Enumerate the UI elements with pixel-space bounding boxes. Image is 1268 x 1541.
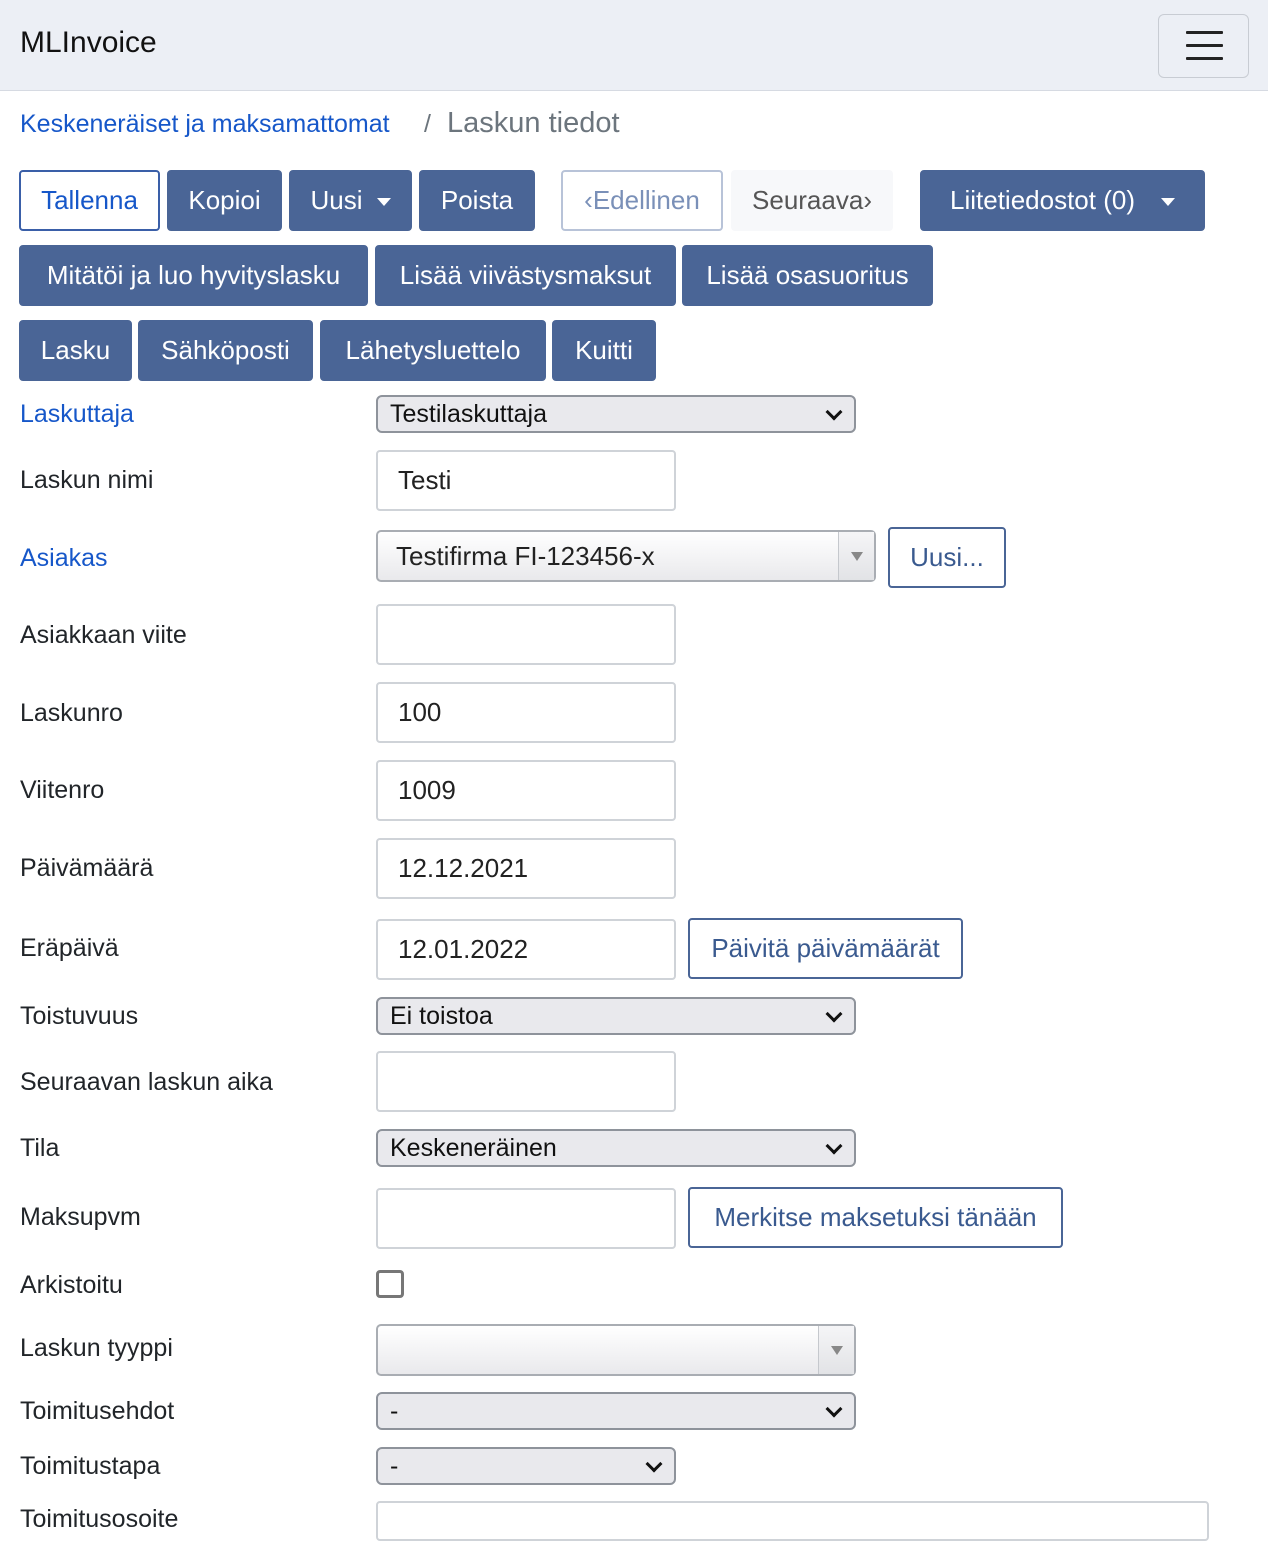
biller-label[interactable]: Laskuttaja <box>20 400 134 428</box>
customer-label[interactable]: Asiakas <box>20 544 108 572</box>
copy-button[interactable]: Kopioi <box>167 170 282 231</box>
reference-number-label: Viitenro <box>20 776 105 804</box>
caret-down-icon <box>1161 198 1175 206</box>
attachments-dropdown-button[interactable] <box>920 170 1205 231</box>
payment-date-input[interactable] <box>376 1188 676 1249</box>
biller-value: Testilaskuttaja <box>390 399 548 428</box>
recurrence-value: Ei toistoa <box>390 1001 493 1030</box>
breadcrumb-link[interactable]: Keskeneräiset ja maksamattomat <box>20 110 390 138</box>
invoice-number-label: Laskunro <box>20 699 123 727</box>
page-title: Laskun tiedot <box>447 107 620 139</box>
new-label: Uusi <box>310 185 363 215</box>
email-button[interactable]: Sähköposti <box>138 320 313 381</box>
dispatch-list-button[interactable]: Lähetysluettelo <box>320 320 546 381</box>
archived-label: Arkistoitu <box>20 1271 123 1299</box>
invoice-name-input[interactable]: Testi <box>376 450 676 511</box>
dropdown-arrow-icon[interactable] <box>838 532 874 580</box>
reference-number-input[interactable]: 1009 <box>376 760 676 821</box>
customer-reference-label: Asiakkaan viite <box>20 621 187 649</box>
delivery-terms-select[interactable] <box>376 1392 856 1430</box>
delivery-method-value: - <box>390 1451 399 1480</box>
attachments-label: Liitetiedostot (0) <box>950 185 1135 215</box>
void-and-credit-button[interactable]: Mitätöi ja luo hyvityslasku <box>19 245 368 306</box>
chevron-down-icon <box>826 404 843 421</box>
delivery-method-select[interactable] <box>376 1447 676 1485</box>
new-dropdown-button[interactable] <box>289 170 412 231</box>
state-label: Tila <box>20 1134 60 1162</box>
invoice-type-combobox[interactable] <box>376 1324 856 1376</box>
next-invoice-date-label: Seuraavan laskun aika <box>20 1068 273 1096</box>
invoice-type-label: Laskun tyyppi <box>20 1334 173 1362</box>
invoice-print-button[interactable]: Lasku <box>19 320 132 381</box>
mark-paid-today-button[interactable]: Merkitse maksetuksi tänään <box>688 1187 1063 1248</box>
chevron-down-icon <box>826 1401 843 1418</box>
caret-down-icon <box>377 198 391 206</box>
chevron-down-icon <box>646 1456 663 1473</box>
due-date-label: Eräpäivä <box>20 934 119 962</box>
chevron-down-icon <box>826 1138 843 1155</box>
delivery-terms-value: - <box>390 1396 399 1425</box>
delete-button[interactable]: Poista <box>419 170 535 231</box>
previous-button[interactable]: ‹Edellinen <box>561 170 723 231</box>
menu-toggle-button[interactable] <box>1158 14 1249 78</box>
save-button[interactable]: Tallenna <box>19 170 160 231</box>
payment-date-label: Maksupvm <box>20 1203 141 1231</box>
invoice-name-label: Laskun nimi <box>20 466 154 494</box>
new-customer-button[interactable]: Uusi... <box>888 527 1006 588</box>
invoice-number-input[interactable]: 100 <box>376 682 676 743</box>
state-select[interactable] <box>376 1129 856 1167</box>
delivery-terms-label: Toimitusehdot <box>20 1397 175 1425</box>
date-label: Päivämäärä <box>20 854 154 882</box>
recurrence-label: Toistuvuus <box>20 1002 139 1030</box>
due-date-input[interactable]: 12.01.2022 <box>376 919 676 980</box>
add-partial-payment-button[interactable]: Lisää osasuoritus <box>682 245 933 306</box>
update-dates-button[interactable]: Päivitä päivämäärät <box>688 918 963 979</box>
add-late-fees-button[interactable]: Lisää viivästysmaksut <box>375 245 676 306</box>
receipt-button[interactable]: Kuitti <box>552 320 656 381</box>
delivery-address-textarea[interactable] <box>376 1501 1209 1541</box>
breadcrumb-separator: / <box>424 110 431 138</box>
customer-reference-input[interactable] <box>376 604 676 665</box>
biller-select[interactable] <box>376 395 856 433</box>
archived-checkbox[interactable] <box>376 1270 404 1298</box>
date-input[interactable]: 12.12.2021 <box>376 838 676 899</box>
customer-combobox[interactable] <box>376 530 876 582</box>
next-button[interactable]: Seuraava› <box>731 170 893 231</box>
recurrence-select[interactable] <box>376 997 856 1035</box>
brand-logo[interactable]: MLInvoice <box>20 26 157 59</box>
customer-value: Testifirma FI-123456-x <box>396 540 655 571</box>
dropdown-arrow-icon[interactable] <box>818 1326 854 1374</box>
navbar <box>0 0 1268 91</box>
delivery-address-label: Toimitusosoite <box>20 1505 179 1533</box>
chevron-down-icon <box>826 1006 843 1023</box>
state-value: Keskeneräinen <box>390 1133 557 1162</box>
delivery-method-label: Toimitustapa <box>20 1452 161 1480</box>
next-invoice-date-input[interactable] <box>376 1051 676 1112</box>
